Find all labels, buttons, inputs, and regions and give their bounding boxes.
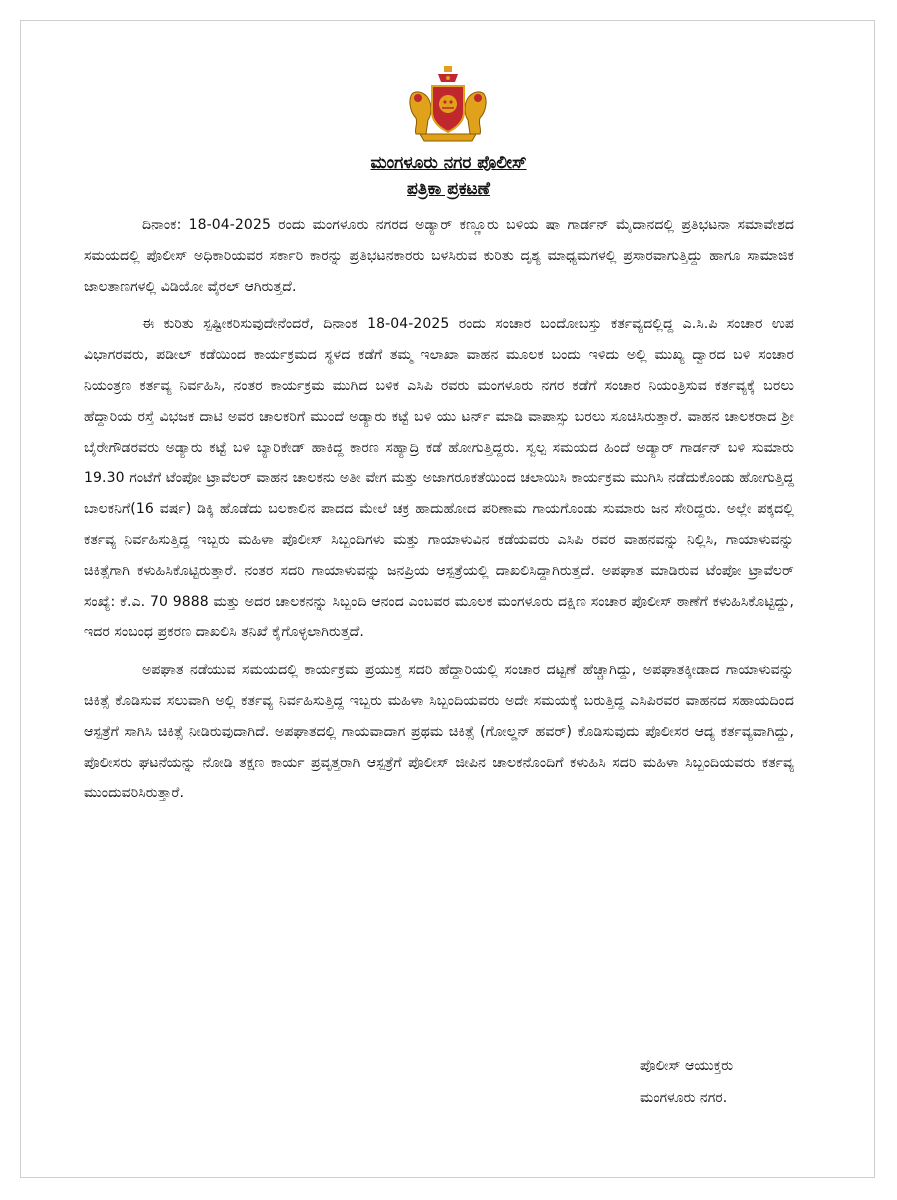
document-title: ಮಂಗಳೂರು ನಗರ ಪೊಲೀಸ್ [370,153,527,173]
press-release-body [84,210,794,816]
paragraph-3: ಅಪಘಾತ ನಡೆಯುವ ಸಮಯದಲ್ಲಿ ಕಾರ್ಯಕ್ರಮ ಪ್ರಯುಕ್ತ ಸದರಿ ಹೆದ್ದಾರಿಯಲ್ಲಿ ಸಂಚಾರ ದಟ್ಟಣೆ ಹೆಚ್ಚಾಗಿದ್ದು, ಅಪಘಾತಕ್ಕೀಡಾದ ಗಾಯಾಳುವನ್ನು ಚಿಕಿತ್ಸೆ ಕೊಡಿಸುವ ಸಲುವಾಗಿ ಅಲ್ಲಿ ಕರ್ತವ್ಯ ನಿರ್ವಹಿಸುತ್ತಿದ್ದ ಇಬ್ಬರು ಮಹಿಳಾ ಸಿಬ್ಬಂದಿಯವರು ಅದೇ ಸಮಯಕ್ಕೆ ಬರುತ್ತಿದ್ದ ಎಸಿಪಿರವರ ವಾಹನದ ಸಹಾಯದಿಂದ ಆಸ್ಪತ್ರೆಗೆ ಸಾಗಿಸಿ ಚಿಕಿತ್ಸೆ ನೀಡಿರುವುದಾಗಿದೆ. ಅಪಘಾತದಲ್ಲಿ ಗಾಯವಾದಾಗ ಪ್ರಥಮ ಚಿಕಿತ್ಸೆ (ಗೋಲ್ಡನ್ ಹವರ್) ಕೊಡಿಸುವುದು ಪೊಲೀಸರ ಆದ್ಯ ಕರ್ತವ್ಯವಾಗಿದ್ದು, ಪೊಲೀಸರು ಘಟನೆಯನ್ನು ನೋಡಿ ತಕ್ಷಣ ಕಾರ್ಯ ಪ್ರವೃತ್ತರಾಗಿ ಆಸ್ಪತ್ರೆಗೆ ಪೊಲೀಸ್ ಜೀಪಿನ ಚಾಲಕನೊಂದಿಗೆ ಕಳುಹಿಸಿ ಸದರಿ ಮಹಿಳಾ ಸಿಬ್ಬಂದಿಯವರು ಕರ್ತವ್ಯ ಮುಂದುವರಿಸಿರುತ್ತಾರೆ. [84,662,794,802]
signature-block [640,1050,840,1114]
karnataka-emblem-icon [398,64,498,144]
document-header [0,150,897,202]
paragraph-2: ಈ ಕುರಿತು ಸ್ಪಷ್ಟೀಕರಿಸುವುದೇನೆಂದರೆ, ದಿನಾಂಕ 18-04-2025 ರಂದು ಸಂಚಾರ ಬಂದೋಬಸ್ತು ಕರ್ತವ್ಯದಲ್ಲಿದ್ದ ಎ.ಸಿ.ಪಿ ಸಂಚಾರ ಉಪ ವಿಭಾಗರವರು, ಪಡೀಲ್ ಕಡೆಯಿಂದ ಕಾರ್ಯಕ್ರಮದ ಸ್ಥಳದ ಕಡೆಗೆ ತಮ್ಮ ಇಲಾಖಾ ವಾಹನ ಮೂಲಕ ಬಂದು ಇಳಿದು ಅಲ್ಲಿ ಮುಖ್ಯ ದ್ವಾರದ ಬಳಿ ಸಂಚಾರ ನಿಯಂತ್ರಣ ಕರ್ತವ್ಯ ನಿರ್ವಹಿಸಿ, ನಂತರ ಕಾರ್ಯಕ್ರಮ ಮುಗಿದ ಬಳಿಕ ಎಸಿಪಿ ರವರು ಮಂಗಳೂರು ನಗರ ಕಡೆಗೆ ಸಂಚಾರ ನಿಯಂತ್ರಿಸುವ ಕರ್ತವ್ಯಕ್ಕೆ ಬರಲು ಹೆದ್ದಾರಿಯ ರಸ್ತೆ ವಿಭಜಕ ದಾಟಿ ಅವರ ಚಾಲಕರಿಗೆ ಮುಂದೆ ಅಡ್ಯಾರು ಕಟ್ಟೆ ಬಳಿ ಯು ಟರ್ನ್ ಮಾಡಿ ವಾಪಾಸ್ಸು ಬರಲು ಸೂಚಿಸಿರುತ್ತಾರೆ. ವಾಹನ ಚಾಲಕರಾದ ಶ್ರೀ ಬೈರೇಗೌಡರವರು ಅಡ್ಯಾರು ಕಟ್ಟೆ ಬಳಿ ಬ್ಯಾರಿಕೇಡ್ ಹಾಕಿದ್ದ ಕಾರಣ ಸಹ್ಯಾದ್ರಿ ಕಡೆ ಹೋಗುತ್ತಿದ್ದರು. ಸ್ವಲ್ಪ ಸಮಯದ ಹಿಂದೆ ಅಡ್ಯಾರ್ ಗಾರ್ಡನ್ ಬಳಿ ಸುಮಾರು 19.30 ಗಂಟೆಗೆ ಟೆಂಪೋ ಟ್ರಾವೆಲರ್ ವಾಹನ ಚಾಲಕನು ಅತೀ ವೇಗ ಮತ್ತು ಅಜಾಗರೂಕತೆಯಿಂದ ಚಲಾಯಿಸಿ ಕಾರ್ಯಕ್ರಮ ಮುಗಿಸಿ ನಡೆದುಕೊಂಡು ಹೋಗುತ್ತಿದ್ದ ಬಾಲಕನಿಗೆ(16 ವರ್ಷ) ಡಿಕ್ಕಿ ಹೊಡೆದು ಬಲಕಾಲಿನ ಪಾದದ ಮೇಲೆ ಚಕ್ರ ಹಾದುಹೋದ ಪರಿಣಾಮ ಗಾಯಗೊಂಡು ಸುಮಾರು ಜನ ಸೇರಿದ್ದರು. ಅಲ್ಲೇ ಪಕ್ಕದಲ್ಲಿ ಕರ್ತವ್ಯ ನಿರ್ವಹಿಸುತ್ತಿದ್ದ ಇಬ್ಬರು ಮಹಿಳಾ ಪೊಲೀಸ್ ಸಿಬ್ಬಂದಿಗಳು ಮತ್ತು ಗಾಯಾಳುವಿನ ಕಡೆಯವರು ಎಸಿಪಿ ರವರ ವಾಹನವನ್ನು ನಿಲ್ಲಿಸಿ, ಗಾಯಾಳುವನ್ನು ಚಿಕಿತ್ಸೆಗಾಗಿ ಕಳುಹಿಸಿಕೊಟ್ಟಿರುತ್ತಾರೆ. ನಂತರ ಸದರಿ ಗಾಯಾಳುವನ್ನು ಜನಪ್ರಿಯ ಆಸ್ಪತ್ರೆಯಲ್ಲಿ ದಾಖಲಿಸಿದ್ದಾಗಿರುತ್ತದೆ. ಅಪಘಾತ ಮಾಡಿರುವ ಟೆಂಪೋ ಟ್ರಾವೆಲರ್ ಸಂಖ್ಯೆ: ಕೆ.ಎ. 70 9888 ಮತ್ತು ಅದರ ಚಾಲಕನನ್ನು ಸಿಬ್ಬಂದಿ ಆನಂದ ಎಂಬವರ ಮೂಲಕ ಮಂಗಳೂರು ದಕ್ಷಿಣ ಸಂಚಾರ ಪೊಲೀಸ್ ಠಾಣೆಗೆ ಕಳುಹಿಸಿಕೊಟ್ಟಿದ್ದು, ಇದರ ಸಂಬಂಧ ಪ್ರಕರಣ ದಾಖಲಿಸಿ ತನಿಖೆ ಕೈಗೊಳ್ಳಲಾಗಿರುತ್ತದೆ. [84,316,794,641]
paragraph-1: ದಿನಾಂಕ: 18-04-2025 ರಂದು ಮಂಗಳೂರು ನಗರದ ಅಡ್ಯಾರ್ ಕಣ್ಣೂರು ಬಳಿಯ ಷಾ ಗಾರ್ಡನ್ ಮೈದಾನದಲ್ಲಿ ಪ್ರತಿಭಟನಾ ಸಮಾವೇಶದ ಸಮಯದಲ್ಲಿ ಪೊಲೀಸ್ ಅಧಿಕಾರಿಯವರ ಸರ್ಕಾರಿ ಕಾರನ್ನು ಪ್ರತಿಭಟನಕಾರರು ಬಳಸಿರುವ ಕುರಿತು ದೃಶ್ಯ ಮಾಧ್ಯಮಗಳಲ್ಲಿ ಪ್ರಸಾರವಾಗುತ್ತಿದ್ದು ಹಾಗೂ ಸಾಮಾಜಿಕ ಜಾಲತಾಣಗಳಲ್ಲಿ ವಿಡಿಯೋ ವೈರಲ್ ಆಗಿರುತ್ತದೆ. [84,217,794,295]
signature-designation: ಪೊಲೀಸ್ ಆಯುಕ್ತರು [640,1058,734,1074]
signature-location: ಮಂಗಳೂರು ನಗರ. [640,1090,728,1106]
document-subtitle: ಪತ್ರಿಕಾ ಪ್ರಕಟಣೆ [407,179,490,199]
